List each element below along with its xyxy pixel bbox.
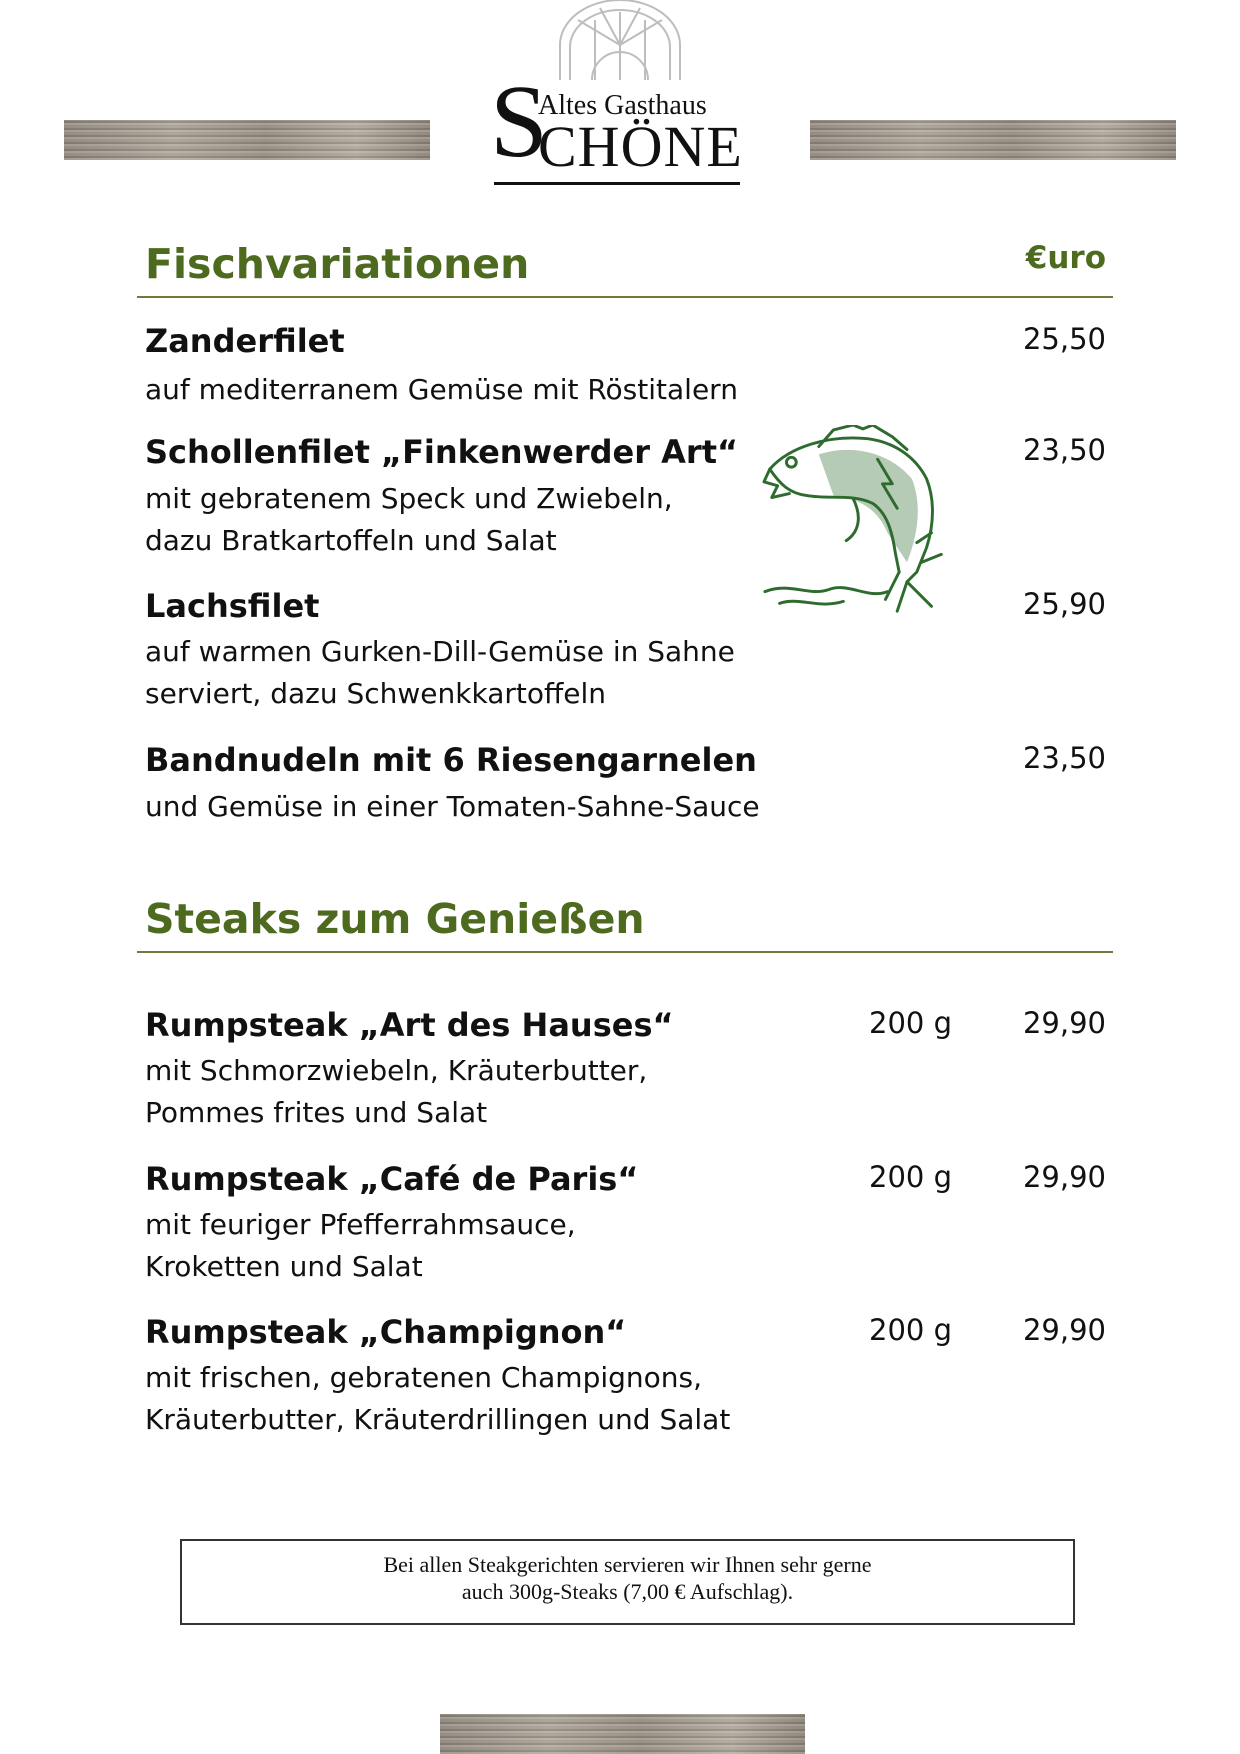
menu-item-name: Zanderfilet (145, 322, 345, 360)
menu-item-price: 29,90 (1022, 1006, 1106, 1040)
logo-underline (494, 182, 740, 185)
menu-item-desc: mit gebratenem Speck und Zwiebeln, (145, 482, 673, 515)
section-title-fish: Fischvariationen (145, 240, 530, 288)
menu-item-desc: und Gemüse in einer Tomaten-Sahne-Sauce (145, 790, 760, 823)
menu-item-weight: 200 g (869, 1006, 952, 1040)
menu-item-desc: serviert, dazu Schwenkkartoffeln (145, 677, 607, 710)
section-divider (137, 951, 1113, 953)
menu-item-desc: Kroketten und Salat (145, 1250, 423, 1283)
wood-banner-right (810, 120, 1176, 160)
jumping-fish-icon (760, 425, 956, 621)
menu-item-price: 25,90 (1022, 587, 1106, 621)
menu-item-desc: mit Schmorzwiebeln, Kräuterbutter, (145, 1054, 648, 1087)
note-line: Bei allen Steakgerichten servieren wir Ihnen sehr gerne (383, 1552, 872, 1577)
menu-item-name: Rumpsteak „Champignon“ (145, 1313, 627, 1351)
menu-item-price: 23,50 (1022, 741, 1106, 775)
menu-item-price: 29,90 (1022, 1160, 1106, 1194)
menu-item-weight: 200 g (869, 1160, 952, 1194)
restaurant-logo (490, 0, 750, 192)
menu-item-desc: Pommes frites und Salat (145, 1096, 488, 1129)
wood-banner-left (64, 120, 430, 160)
menu-item-price: 23,50 (1022, 433, 1106, 467)
logo-initial: S (490, 64, 548, 179)
note-line: auch 300g-Steaks (7,00 € Aufschlag). (461, 1579, 794, 1604)
menu-item-name: Lachsfilet (145, 587, 320, 625)
menu-item-weight: 200 g (869, 1313, 952, 1347)
menu-item-desc: Kräuterbutter, Kräuterdrillingen und Salat (145, 1403, 731, 1436)
menu-item-price: 29,90 (1022, 1313, 1106, 1347)
logo-name: CHÖNE (538, 114, 743, 179)
currency-label: €uro (1025, 240, 1106, 276)
steak-note-box (180, 1539, 1075, 1625)
menu-item-name: Rumpsteak „Art des Hauses“ (145, 1006, 674, 1044)
menu-item-desc: mit feuriger Pfefferrahmsauce, (145, 1208, 576, 1241)
section-divider (137, 296, 1113, 298)
menu-item-price: 25,50 (1022, 322, 1106, 356)
arch-window-icon (550, 0, 690, 80)
logo-subtitle: Altes Gasthaus (538, 90, 707, 121)
menu-item-desc: dazu Bratkartoffeln und Salat (145, 524, 557, 557)
menu-item-desc: mit frischen, gebratenen Champignons, (145, 1361, 703, 1394)
menu-item-name: Rumpsteak „Café de Paris“ (145, 1160, 639, 1198)
menu-item-desc: auf warmen Gurken-Dill-Gemüse in Sahne (145, 635, 735, 668)
menu-item-name: Schollenfilet „Finkenwerder Art“ (145, 433, 739, 471)
section-title-steaks: Steaks zum Genießen (145, 895, 645, 943)
menu-item-name: Bandnudeln mit 6 Riesengarnelen (145, 741, 757, 779)
menu-item-desc: auf mediterranem Gemüse mit Röstitalern (145, 373, 738, 406)
wood-banner-bottom (440, 1714, 805, 1754)
